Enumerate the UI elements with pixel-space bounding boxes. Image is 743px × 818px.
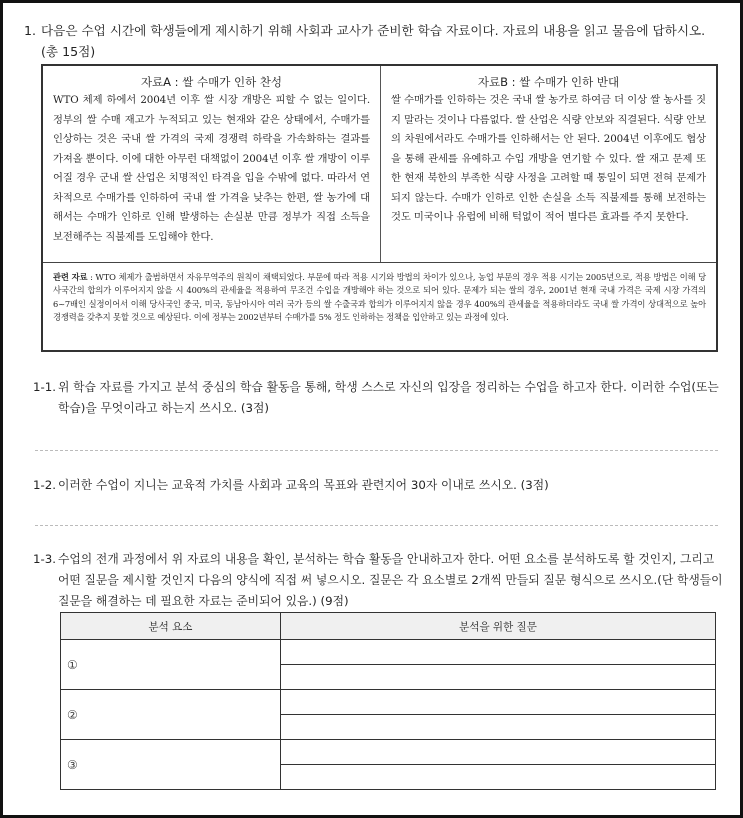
question-number: 1-2. [33, 478, 57, 492]
table-header-row [61, 613, 716, 640]
material-b [381, 66, 716, 262]
element-cell-3[interactable]: ③ [61, 740, 281, 790]
question-1-3 [33, 549, 723, 612]
question-text: 다음은 수업 시간에 학생들에게 제시하기 위해 사회과 교사가 준비한 학습 자료이다. 자료의 내용을 읽고 물음에 답하시오. (총 15점) [41, 23, 706, 59]
question-text: 위 학습 자료를 가지고 분석 중심의 학습 활동을 통해, 학생 스스로 자신의 입장을 정리하는 수업을 하고자 한다. 이러한 수업(또는 학습)을 무엇이라고 하는지 쓰시오. (3점) [58, 380, 719, 415]
question-cell[interactable] [281, 715, 716, 740]
table-row [61, 640, 716, 665]
question-1 [24, 20, 724, 62]
element-cell-1[interactable]: ① [61, 640, 281, 690]
question-text: 이러한 수업이 지니는 교육적 가치를 사회과 교육의 목표와 관련지어 30자 이내로 쓰시오. (3점) [58, 478, 549, 492]
question-number: 1. [24, 23, 37, 38]
related-material [43, 262, 716, 350]
col-header-element: 분석 요소 [61, 613, 281, 640]
element-cell-2[interactable]: ② [61, 690, 281, 740]
question-number: 1-3. [33, 552, 57, 566]
material-b-body: 쌀 수매가를 인하하는 것은 국내 쌀 농가로 하여금 더 이상 쌀 농사를 짓지 말라는 것이나 다름없다. 쌀 산업은 식량 안보와 직결된다. 식량 안보의 차원에서라도 수매가를 인하해서는 안 된다. 2004년 이후에도 협상을 통해 관세를 유예하고 수입 개방을 연기할 수 있다. 쌀 재고 문제 또한 현재 북한의 부족한 식량 사정을 고려할 때 통일이 되면 전혀 문제가 되지 않는다. 수매가 인하로 인한 손실을 소득 직불제를 통해 보전하는 것도 미국이나 유럽에 비해 턱없이 적어 별다른 효과를 주지 못한다. [391, 94, 706, 223]
material-a-body: WTO 체제 하에서 2004년 이후 쌀 시장 개방은 피할 수 없는 일이다. 정부의 쌀 수매 재고가 누적되고 있는 현재와 같은 상태에서, 수매가를 인상하는 것은 국내 쌀 가격의 국제 경쟁력 하락을 가속화하는 결과를 가져올 뿐이다. 이에 대한 아무런 대책없이 2004년 이후 쌀 개방이 이루어질 경우 군내 쌀 산업은 치명적인 타격을 입을 수밖에 없다. 따라서 연차적으로 수매가를 인하하여 국내 쌀 가격을 낮추는 한편, 쌀 농가에 대해서는 수매가 인하로 인해 발생하는 손실분 만큼 정부가 직접 소득을 보전해주는 직불제를 도입해야 한다. [53, 94, 370, 243]
question-cell[interactable] [281, 765, 716, 790]
question-cell[interactable] [281, 740, 716, 765]
question-number: 1-1. [33, 380, 57, 394]
col-header-question: 분석을 위한 질문 [281, 613, 716, 640]
material-b-title: 자료B : 쌀 수매가 인하 반대 [477, 75, 620, 89]
question-cell[interactable] [281, 640, 716, 665]
answer-line-1-1[interactable] [35, 450, 718, 451]
material-a [43, 66, 381, 262]
material-a-title: 자료A : 쌀 수매가 인하 찬성 [140, 75, 283, 89]
table-row [61, 740, 716, 765]
related-text: : WTO 체제가 출범하면서 자유무역주의 원칙이 채택되었다. 부문에 따라 적용 시기와 방법의 차이가 있으나, 농업 부문의 경우 적용 시기는 2005년으로, 적용 방법은 이해 당사국간의 합의가 이루어지지 않을 시 400%의 관세율을 적용하여 무조건 수입을 개방해야 하는 것으로 되어 있다. 문제가 되는 쌀의 경우, 2001년 현재 국내 가격은 국제 시장 가격의 6~7배인 실정이어서 이해 당사국인 중국, 미국, 동남아시아 여러 국가 등의 쌀 수출국과 합의가 이루어지지 않을 경우 400%의 관세율을 적용하더라도 국내 쌀 가격이 상대적으로 높아 경쟁력을 갖추지 못할 것으로 예상된다. 이에 정부는 2002년부터 수매가를 5% 정도 인하하는 정책을 입안하고 있는 과정에 있다. [53, 272, 706, 323]
learning-material-box [41, 64, 718, 352]
analysis-table [60, 612, 716, 790]
question-cell[interactable] [281, 690, 716, 715]
related-label: 관련 자료 [53, 272, 88, 282]
question-1-1 [33, 377, 723, 419]
table-row [61, 690, 716, 715]
question-text: 수업의 전개 과정에서 위 자료의 내용을 확인, 분석하는 학습 활동을 안내하고자 한다. 어떤 요소를 분석하도록 할 것인지, 그리고 어떤 질문을 제시할 것인지 다음의 양식에 직접 써 넣으시오. 질문은 각 요소별로 2개씩 만들되 질문 형식으로 쓰시오.(단 학생들이 질문을 해결하는 데 필요한 자료는 준비되어 있음.) (9점) [58, 552, 723, 608]
question-1-2 [33, 475, 723, 496]
answer-line-1-2[interactable] [35, 525, 718, 526]
question-cell[interactable] [281, 665, 716, 690]
